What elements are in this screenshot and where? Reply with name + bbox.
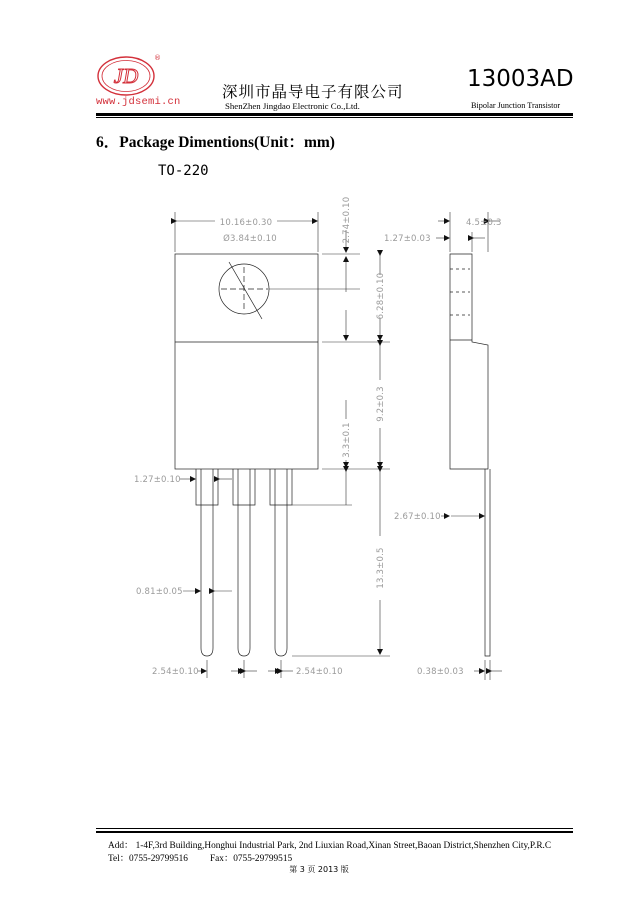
dim-lower-body: 3.3±0.1 <box>342 422 352 458</box>
lead-2-shoulder <box>233 469 255 505</box>
hole-diameter-leader <box>229 262 262 319</box>
dim-side-lead-thickness: 0.38±0.03 <box>417 667 464 677</box>
dim-pitch-right: 2.54±0.10 <box>296 667 343 677</box>
dim-body-width: 10.16±0.30 <box>219 218 273 228</box>
company-name-cn: 深圳市晶导电子有限公司 <box>222 83 404 101</box>
footer-rule-thick <box>96 831 573 833</box>
dim-side-lead-offset: 2.67±0.10 <box>394 512 441 522</box>
registered-mark: ® <box>154 54 161 62</box>
lead-1 <box>201 469 213 656</box>
logo-text: JD <box>113 64 139 88</box>
section-title: 6．Package Dimentions(Unit：mm) <box>96 134 335 151</box>
page-number: 第 3 页 2013 版 <box>289 865 349 874</box>
dim-pitch-left: 2.54±0.10 <box>152 667 199 677</box>
website-link[interactable]: www.jdsemi.cn <box>96 96 181 108</box>
dim-body-height: 9.2±0.3 <box>376 386 386 422</box>
package-body-outline <box>175 254 318 469</box>
footer-tel: Tel：0755-29799516 <box>108 854 188 864</box>
dim-side-tab: 1.27±0.03 <box>384 234 431 244</box>
part-number: 13003AD <box>467 66 574 92</box>
dim-hole-to-body: 6.28±0.10 <box>376 272 386 320</box>
dim-hole-diameter: Ø3.84±0.10 <box>223 234 277 244</box>
dim-lead-width-upper: 1.27±0.10 <box>134 475 181 485</box>
dim-side-thickness: 4.5±0.3 <box>466 218 502 228</box>
lead-3 <box>275 469 287 656</box>
footer-rule-thin <box>96 828 573 829</box>
side-view-body <box>450 254 488 469</box>
footer-fax: Fax：0755-29799515 <box>210 854 293 864</box>
package-name: TO-220 <box>158 163 209 179</box>
part-type: Bipolar Junction Transistor <box>471 101 561 110</box>
company-name-en: ShenZhen Jingdao Electronic Co.,Ltd. <box>225 101 360 111</box>
dim-tab-top: 2.74±0.10 <box>342 196 352 244</box>
side-view-lead <box>485 469 490 656</box>
dim-lead-width: 0.81±0.05 <box>136 587 183 597</box>
lead-2 <box>238 469 250 656</box>
footer-address: Add： 1-4F,3rd Building,Honghui Industrial Park, 2nd Liuxian Road,Xinan Street,Baoan District,Shenzhen City,P.R.C <box>108 841 552 851</box>
lead-1-shoulder <box>196 469 218 505</box>
dim-lead-length: 13.3±0.5 <box>376 547 386 589</box>
lead-3-shoulder <box>270 469 292 505</box>
